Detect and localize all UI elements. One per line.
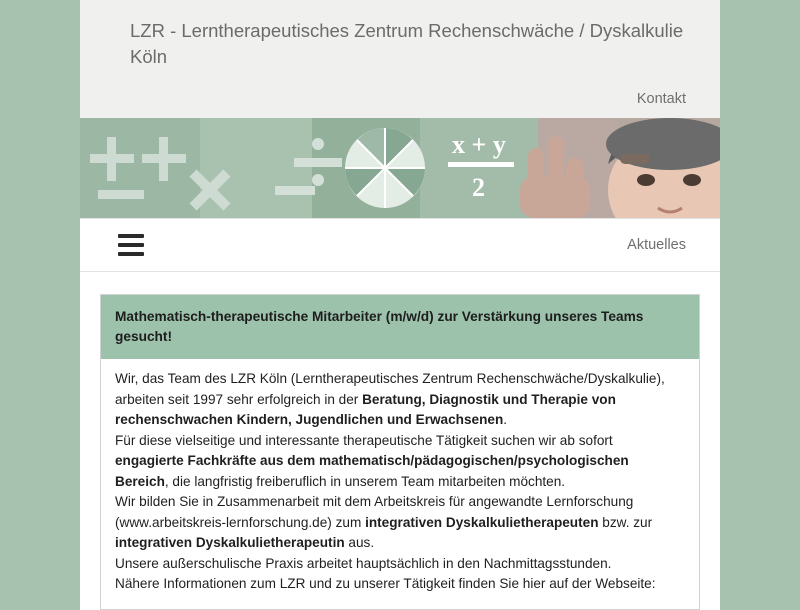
hamburger-line-1: [118, 234, 144, 238]
pie-chart-icon: [345, 128, 425, 208]
article-text: , die langfristig freiberuflich in unserem Team mitarbeiten möchten.: [164, 473, 566, 489]
article-card: [100, 294, 700, 610]
menu-bar-nav: [627, 237, 686, 253]
svg-text:x + y: x + y: [452, 130, 506, 159]
site-container: [80, 0, 720, 610]
site-header: [80, 0, 720, 118]
svg-text:2: 2: [472, 173, 485, 202]
article-paragraph: [115, 574, 685, 595]
article-text-strong: engagierte Fachkräfte aus dem mathematisch/pädagogischen/psychologischen Bereich: [115, 453, 629, 489]
header-nav: [637, 91, 686, 107]
article-text: bzw. zur: [598, 514, 653, 530]
banner-math-symbols-icon: [80, 118, 720, 218]
menu-bar: [80, 218, 720, 272]
banner-image: [80, 118, 720, 218]
article-paragraph: [115, 554, 685, 575]
nav-item-kontakt[interactable]: Kontakt: [636, 91, 686, 107]
article-text-strong: integrativen Dyskalkulietherapeuten: [365, 514, 599, 530]
article-text: .: [503, 412, 508, 427]
hamburger-line-3: [118, 252, 144, 256]
content-area: [80, 272, 720, 610]
article-paragraph: [115, 431, 685, 493]
article-body: [101, 359, 699, 609]
hamburger-line-2: [118, 243, 144, 247]
article-text: Unsere außerschulische Praxis arbeitet hauptsächlich in den Nachmittagsstunden.: [115, 555, 612, 571]
article-text: Nähere Informationen zum LZR und zu unserer Tätigkeit finden Sie hier auf der Webseite:: [115, 576, 656, 591]
article-text-strong: Beratung, Diagnostik und Therapie von rechenschwachen Kindern, Jugendlichen und Erwachsenen: [115, 391, 616, 427]
nav-item-aktuelles[interactable]: Aktuelles: [627, 237, 686, 253]
article-heading: Mathematisch-therapeutische Mitarbeiter (m/w/d) zur Verstärkung unseres Teams gesucht!: [101, 295, 699, 359]
girl-photo-placeholder: [606, 118, 720, 218]
page-title: LZR - Lerntherapeutisches Zentrum Rechenschwäche / Dyskalkulie Köln: [130, 20, 684, 67]
article-text: aus.: [344, 535, 375, 550]
hand-silhouette-icon: [520, 136, 590, 218]
article-text: Wir, das Team des LZR Köln (Lerntherapeutisches Zentrum Rechenschwäche/Dyskalkulie), arbeiten seit 1997 sehr erfolgreich in der: [115, 371, 665, 407]
hamburger-menu-icon[interactable]: [118, 234, 144, 256]
article-paragraph: [115, 492, 685, 554]
article-text: Für diese vielseitige und interessante therapeutische Tätigkeit suchen wir ab sofort: [115, 432, 613, 448]
article-text-strong: integrativen Dyskalkulietherapeutin: [115, 535, 345, 550]
article-text: Wir bilden Sie in Zusammenarbeit mit dem Arbeitskreis für angewandte Lernforschung (www.arbeitskreis-lernforschung.de) zum: [115, 494, 634, 530]
article-paragraph: [115, 369, 685, 431]
